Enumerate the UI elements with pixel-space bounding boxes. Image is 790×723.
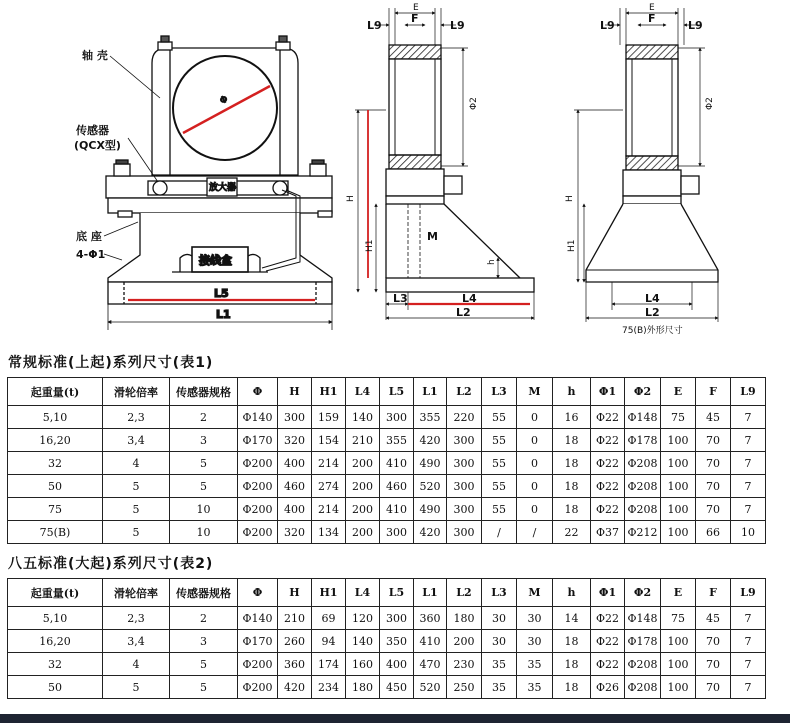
- table-cell: 45: [696, 607, 731, 630]
- table-cell: 200: [346, 498, 380, 521]
- table-cell: 10: [170, 498, 238, 521]
- column-header: M: [517, 579, 553, 607]
- table-cell: 154: [312, 429, 346, 452]
- table-cell: 320: [278, 429, 312, 452]
- table-cell: 4: [103, 653, 170, 676]
- table-cell: 55: [482, 498, 517, 521]
- column-header: Φ1: [591, 378, 625, 406]
- table-cell: 274: [312, 475, 346, 498]
- table-cell: 400: [278, 452, 312, 475]
- svg-text:Φ: Φ: [218, 94, 230, 107]
- dim-L1: L1: [216, 308, 231, 321]
- table-cell: 2: [170, 406, 238, 429]
- table-cell: 7: [731, 498, 766, 521]
- column-header: L3: [482, 579, 517, 607]
- table-cell: 520: [414, 676, 447, 699]
- table-row: [8, 607, 766, 630]
- table-cell: 140: [346, 406, 380, 429]
- dim-L2-side: L2: [456, 306, 471, 319]
- table-cell: 35: [482, 676, 517, 699]
- table-cell: 300: [447, 498, 482, 521]
- table-cell: 320: [278, 521, 312, 544]
- table-cell: 234: [312, 676, 346, 699]
- table-cell: 7: [731, 429, 766, 452]
- table-cell: 70: [696, 475, 731, 498]
- table-cell: 160: [346, 653, 380, 676]
- table-cell: 5,10: [8, 406, 103, 429]
- table-cell: Φ200: [238, 653, 278, 676]
- table-cell: 75: [8, 498, 103, 521]
- table-cell: 55: [482, 406, 517, 429]
- table-cell: 55: [482, 475, 517, 498]
- front-view: [106, 36, 332, 330]
- table-cell: 22: [553, 521, 591, 544]
- table-cell: 70: [696, 498, 731, 521]
- table-cell: Φ26: [591, 676, 625, 699]
- table-cell: Φ22: [591, 630, 625, 653]
- table-cell: 300: [380, 521, 414, 544]
- table-cell: 75: [661, 406, 696, 429]
- table-cell: 7: [731, 475, 766, 498]
- table-cell: 174: [312, 653, 346, 676]
- table-cell: 35: [517, 676, 553, 699]
- table-cell: 400: [278, 498, 312, 521]
- table-cell: Φ200: [238, 452, 278, 475]
- table-cell: 0: [517, 475, 553, 498]
- table-cell: 460: [380, 475, 414, 498]
- table-cell: 0: [517, 429, 553, 452]
- table-cell: 94: [312, 630, 346, 653]
- table-cell: 35: [517, 653, 553, 676]
- column-header: 滑轮倍率: [103, 378, 170, 406]
- table-cell: Φ208: [625, 475, 661, 498]
- column-header: L2: [447, 378, 482, 406]
- table-cell: 30: [482, 607, 517, 630]
- table-cell: 5: [170, 452, 238, 475]
- table-cell: 210: [278, 607, 312, 630]
- table-cell: Φ22: [591, 429, 625, 452]
- column-header: Φ1: [591, 579, 625, 607]
- table-cell: 7: [731, 406, 766, 429]
- table-cell: 460: [278, 475, 312, 498]
- column-header: L9: [731, 378, 766, 406]
- holes-label: 4-Φ1: [76, 248, 106, 261]
- table-cell: 70: [696, 452, 731, 475]
- table-cell: 70: [696, 676, 731, 699]
- table-cell: 300: [447, 521, 482, 544]
- table-cell: Φ22: [591, 475, 625, 498]
- dim-L4-side: L4: [462, 292, 477, 305]
- table-cell: Φ170: [238, 429, 278, 452]
- table-cell: 3: [170, 630, 238, 653]
- table-cell: 0: [517, 406, 553, 429]
- table-cell: 18: [553, 630, 591, 653]
- dim-L9-75b-right: L9: [688, 19, 703, 32]
- table-cell: 0: [517, 452, 553, 475]
- table-cell: 18: [553, 429, 591, 452]
- column-header: Φ: [238, 579, 278, 607]
- table-cell: 7: [731, 630, 766, 653]
- caption-75b: 75(B)外形尺寸: [622, 326, 683, 336]
- table-cell: Φ208: [625, 498, 661, 521]
- table-cell: 200: [346, 521, 380, 544]
- table-cell: 3: [170, 429, 238, 452]
- table-row: [8, 521, 766, 544]
- table-cell: 230: [447, 653, 482, 676]
- table-cell: 30: [517, 607, 553, 630]
- dim-E-75b: E: [649, 3, 655, 13]
- shell-label: 轴 壳: [82, 49, 108, 62]
- table-cell: 7: [731, 607, 766, 630]
- table-cell: 30: [517, 630, 553, 653]
- table-cell: Φ37: [591, 521, 625, 544]
- table-cell: 70: [696, 653, 731, 676]
- table-cell: 210: [346, 429, 380, 452]
- table-cell: 100: [661, 630, 696, 653]
- table-cell: 16,20: [8, 429, 103, 452]
- table-row: [8, 630, 766, 653]
- table-cell: 5: [103, 475, 170, 498]
- column-header: L1: [414, 378, 447, 406]
- table-cell: 5: [103, 498, 170, 521]
- table-cell: Φ200: [238, 521, 278, 544]
- dim-H-side: H: [346, 195, 356, 202]
- table-cell: 2,3: [103, 406, 170, 429]
- side-view: [355, 8, 534, 320]
- table-cell: Φ208: [625, 653, 661, 676]
- table-cell: 75: [661, 607, 696, 630]
- table-cell: Φ22: [591, 498, 625, 521]
- column-header: L3: [482, 378, 517, 406]
- table-cell: 100: [661, 653, 696, 676]
- column-header: H: [278, 579, 312, 607]
- column-header: F: [696, 579, 731, 607]
- table-cell: 5: [170, 653, 238, 676]
- table-cell: 7: [731, 676, 766, 699]
- table-cell: 300: [380, 406, 414, 429]
- column-header: 滑轮倍率: [103, 579, 170, 607]
- table-cell: 360: [414, 607, 447, 630]
- table-cell: Φ200: [238, 475, 278, 498]
- table-cell: 10: [170, 521, 238, 544]
- column-header: L2: [447, 579, 482, 607]
- table-row: [8, 406, 766, 429]
- table-cell: 410: [380, 452, 414, 475]
- table-cell: 5: [103, 676, 170, 699]
- table-cell: 55: [482, 429, 517, 452]
- dim-L4-75b: L4: [645, 292, 660, 305]
- table-header-row: [8, 579, 766, 607]
- table-cell: 410: [414, 630, 447, 653]
- dim-F-side: F: [411, 12, 419, 25]
- table-cell: 100: [661, 498, 696, 521]
- table-cell: 69: [312, 607, 346, 630]
- table-cell: 420: [278, 676, 312, 699]
- column-header: 起重量(t): [8, 378, 103, 406]
- table-cell: 18: [553, 676, 591, 699]
- table-cell: 50: [8, 475, 103, 498]
- table-cell: 450: [380, 676, 414, 699]
- junction-box-label: 接线盒: [199, 254, 232, 267]
- column-header: Φ: [238, 378, 278, 406]
- table2-spec: [7, 578, 766, 699]
- dim-H1-75b: H1: [567, 239, 577, 252]
- dim-L9-side-right: L9: [450, 19, 465, 32]
- column-header: M: [517, 378, 553, 406]
- table-cell: 250: [447, 676, 482, 699]
- table-cell: 4: [103, 452, 170, 475]
- table-cell: 100: [661, 475, 696, 498]
- table1-spec: [7, 377, 766, 544]
- table-cell: 100: [661, 676, 696, 699]
- column-header: 传感器规格: [170, 378, 238, 406]
- table-cell: 7: [731, 452, 766, 475]
- table-cell: 300: [447, 452, 482, 475]
- table-cell: Φ148: [625, 406, 661, 429]
- column-header: h: [553, 579, 591, 607]
- table-cell: 220: [447, 406, 482, 429]
- table-cell: 75(B): [8, 521, 103, 544]
- column-header: E: [661, 579, 696, 607]
- table-cell: 2,3: [103, 607, 170, 630]
- table-cell: 5: [103, 521, 170, 544]
- table-cell: 420: [414, 521, 447, 544]
- table-cell: 470: [414, 653, 447, 676]
- table-cell: 200: [346, 475, 380, 498]
- table-cell: 140: [346, 630, 380, 653]
- table-cell: 300: [447, 475, 482, 498]
- table2-title: 八五标准(大起)系列尺寸(表2): [8, 556, 214, 572]
- table-row: [8, 653, 766, 676]
- dim-phi2-75b: Φ2: [705, 97, 715, 110]
- table-cell: Φ140: [238, 607, 278, 630]
- table-cell: Φ178: [625, 630, 661, 653]
- table-cell: 45: [696, 406, 731, 429]
- dim-phi2-side: Φ2: [469, 97, 479, 110]
- table-cell: 18: [553, 452, 591, 475]
- table-cell: 5: [170, 475, 238, 498]
- table-cell: 5: [170, 676, 238, 699]
- table-cell: 180: [447, 607, 482, 630]
- dim-L9-75b-left: L9: [600, 19, 615, 32]
- table-cell: 260: [278, 630, 312, 653]
- table-cell: Φ140: [238, 406, 278, 429]
- technical-drawings: [0, 0, 790, 350]
- dim-F-75b: F: [648, 12, 656, 25]
- column-header: H1: [312, 579, 346, 607]
- table-cell: Φ212: [625, 521, 661, 544]
- table-cell: 14: [553, 607, 591, 630]
- table-cell: 50: [8, 676, 103, 699]
- table-cell: 32: [8, 452, 103, 475]
- table-row: [8, 475, 766, 498]
- bottom-bar: [0, 714, 790, 723]
- dim-L9-side-left: L9: [367, 19, 382, 32]
- table-cell: 180: [346, 676, 380, 699]
- column-header: L4: [346, 579, 380, 607]
- table-cell: 70: [696, 429, 731, 452]
- table-cell: 0: [517, 498, 553, 521]
- column-header: H1: [312, 378, 346, 406]
- table-cell: 100: [661, 452, 696, 475]
- table-cell: 100: [661, 429, 696, 452]
- amplifier-label: 放大器: [209, 183, 237, 193]
- table-cell: Φ22: [591, 452, 625, 475]
- table-cell: 55: [482, 452, 517, 475]
- table-cell: 214: [312, 452, 346, 475]
- table-cell: 214: [312, 498, 346, 521]
- dim-L5: L5: [214, 287, 229, 300]
- table-cell: 16,20: [8, 630, 103, 653]
- table-cell: 32: [8, 653, 103, 676]
- dim-h: h: [487, 259, 497, 265]
- column-header: L5: [380, 378, 414, 406]
- table-cell: 490: [414, 452, 447, 475]
- dim-L2-75b: L2: [645, 306, 660, 319]
- table-cell: Φ178: [625, 429, 661, 452]
- table-cell: 3,4: [103, 630, 170, 653]
- dim-L3: L3: [393, 292, 408, 305]
- table-cell: 10: [731, 521, 766, 544]
- table-cell: Φ170: [238, 630, 278, 653]
- table-row: [8, 452, 766, 475]
- table-cell: 66: [696, 521, 731, 544]
- table-cell: /: [517, 521, 553, 544]
- table-cell: 18: [553, 475, 591, 498]
- table-cell: 2: [170, 607, 238, 630]
- table-cell: Φ200: [238, 498, 278, 521]
- table-cell: 18: [553, 498, 591, 521]
- table-cell: 134: [312, 521, 346, 544]
- table-cell: 420: [414, 429, 447, 452]
- table-cell: Φ22: [591, 607, 625, 630]
- sensor-label: 传感器: [76, 124, 109, 137]
- column-header: F: [696, 378, 731, 406]
- table-cell: 520: [414, 475, 447, 498]
- column-header: E: [661, 378, 696, 406]
- table-cell: Φ208: [625, 452, 661, 475]
- table-cell: Φ148: [625, 607, 661, 630]
- table-cell: 360: [278, 653, 312, 676]
- table-cell: 16: [553, 406, 591, 429]
- table-cell: 7: [731, 653, 766, 676]
- table-cell: 35: [482, 653, 517, 676]
- table-header-row: [8, 378, 766, 406]
- sensor-model-label: (QCX型): [74, 139, 121, 152]
- column-header: L1: [414, 579, 447, 607]
- table-cell: 30: [482, 630, 517, 653]
- column-header: 传感器规格: [170, 579, 238, 607]
- table-cell: 5,10: [8, 607, 103, 630]
- base-label: 底 座: [76, 230, 102, 243]
- dim-M: M: [427, 230, 438, 243]
- table-cell: 490: [414, 498, 447, 521]
- column-header: L5: [380, 579, 414, 607]
- column-header: L9: [731, 579, 766, 607]
- table-cell: 200: [346, 452, 380, 475]
- table-cell: 200: [447, 630, 482, 653]
- table-cell: 100: [661, 521, 696, 544]
- table-cell: 355: [414, 406, 447, 429]
- table1-title: 常规标准(上起)系列尺寸(表1): [8, 355, 214, 371]
- table-cell: 355: [380, 429, 414, 452]
- column-header: Φ2: [625, 579, 661, 607]
- table-cell: 350: [380, 630, 414, 653]
- table-cell: 300: [380, 607, 414, 630]
- table-row: [8, 498, 766, 521]
- column-header: 起重量(t): [8, 579, 103, 607]
- table-cell: Φ22: [591, 406, 625, 429]
- dim-E-side: E: [413, 3, 419, 13]
- table-row: [8, 429, 766, 452]
- column-header: h: [553, 378, 591, 406]
- column-header: L4: [346, 378, 380, 406]
- table-cell: Φ200: [238, 676, 278, 699]
- column-header: H: [278, 378, 312, 406]
- table-cell: 400: [380, 653, 414, 676]
- table-cell: 300: [278, 406, 312, 429]
- table-cell: /: [482, 521, 517, 544]
- table-cell: 18: [553, 653, 591, 676]
- view-75b: [574, 8, 718, 322]
- table-cell: 70: [696, 630, 731, 653]
- table-cell: 410: [380, 498, 414, 521]
- table-cell: 3,4: [103, 429, 170, 452]
- table-cell: 300: [447, 429, 482, 452]
- table-row: [8, 676, 766, 699]
- table-cell: Φ22: [591, 653, 625, 676]
- table-cell: 159: [312, 406, 346, 429]
- dim-H1-side: H1: [365, 239, 375, 252]
- table-cell: 120: [346, 607, 380, 630]
- table-cell: Φ208: [625, 676, 661, 699]
- dim-H-75b: H: [565, 195, 575, 202]
- column-header: Φ2: [625, 378, 661, 406]
